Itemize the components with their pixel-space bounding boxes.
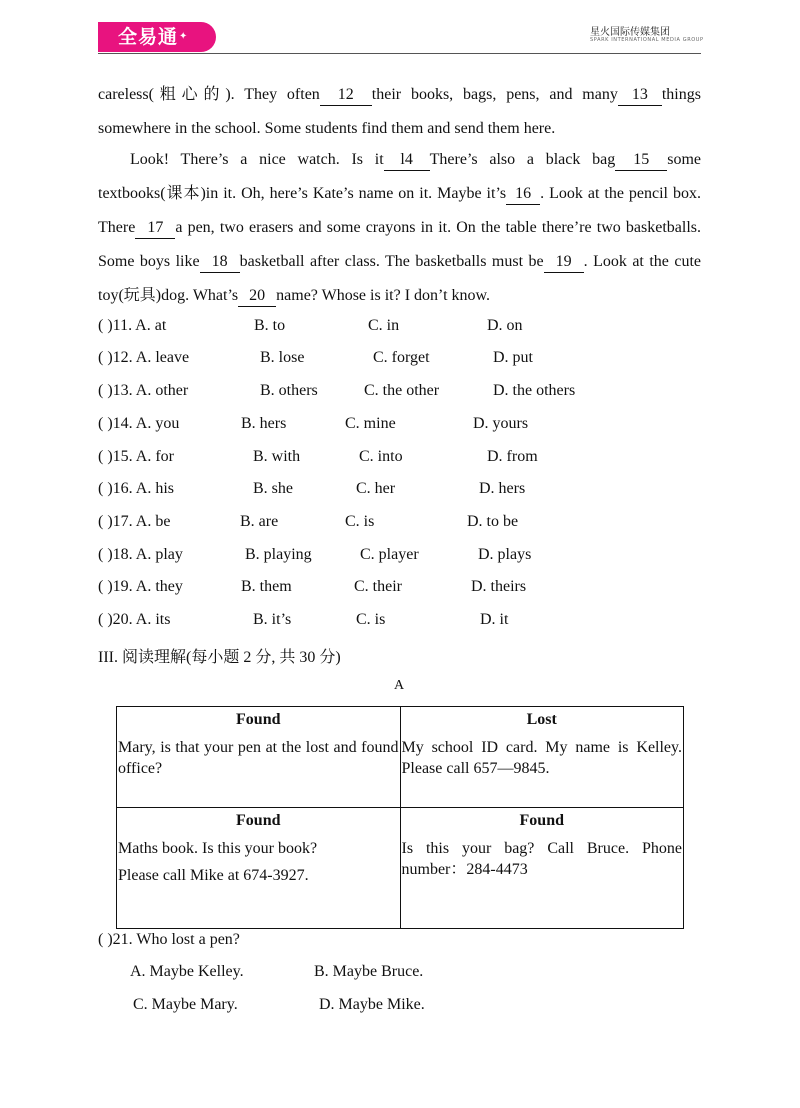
notice-1	[117, 707, 401, 808]
sparkle-icon: ✦	[179, 31, 189, 42]
option-d: D. put	[493, 349, 533, 366]
passage-text: a pen, two erasers and some crayons in it. On the table there’re two basketballs. Some boys like	[98, 219, 701, 270]
passage-paragraph-2	[98, 143, 701, 313]
question-stem: ( )14. A. you	[98, 415, 180, 432]
logo-text: 全易通	[118, 26, 179, 48]
option-a: A. Maybe Kelley.	[130, 963, 244, 980]
passage-text: careless(粗心的). They often	[98, 86, 320, 103]
blank-16: 16	[506, 184, 540, 205]
option-c: C. is	[356, 611, 386, 628]
option-d: D. plays	[478, 546, 532, 563]
option-b: B. are	[240, 513, 279, 530]
notice-heading: Found	[236, 812, 281, 829]
section-subtitle: A	[394, 678, 405, 693]
option-d: D. the others	[493, 382, 576, 399]
blank-17: 17	[135, 218, 175, 239]
passage-text: There’s also a black bag	[429, 151, 616, 168]
publisher-name: 星火国际传媒集团	[590, 27, 670, 38]
passage-text: Look! There’s a nice watch. Is it	[130, 151, 384, 168]
question-stem: ( )15. A. for	[98, 448, 174, 465]
brand-logo	[98, 22, 216, 52]
option-b: B. hers	[241, 415, 287, 432]
option-d: D. to be	[467, 513, 519, 530]
blank-18: 18	[200, 252, 240, 273]
option-b: B. it’s	[253, 611, 292, 628]
notice-body: Is this your bag? Call Bruce. Phone number：284-4473	[401, 840, 682, 878]
notice-body: My school ID card. My name is Kelley. Please call 657—9845.	[401, 739, 682, 777]
option-c: C. her	[356, 480, 396, 497]
question-stem: ( )17. A. be	[98, 513, 171, 530]
blank-20: 20	[238, 286, 276, 307]
question-stem: ( )20. A. its	[98, 611, 171, 628]
option-c: C. forget	[373, 349, 430, 366]
option-c: C. their	[354, 578, 402, 595]
option-d: D. theirs	[471, 578, 527, 595]
notices-table	[116, 706, 684, 929]
option-d: D. hers	[479, 480, 526, 497]
publisher-name-en: SPARK INTERNATIONAL MEDIA GROUP	[590, 37, 704, 43]
blank-15: 15	[615, 150, 667, 171]
passage-text: basketball after class. The basketballs must be	[239, 253, 544, 270]
option-b: B. to	[254, 317, 286, 334]
option-b: B. them	[241, 578, 292, 595]
notice-2	[400, 707, 684, 808]
section-title: III. 阅读理解(每小题 2 分, 共 30 分)	[98, 649, 341, 666]
blank-12: 12	[320, 85, 372, 106]
notice-line: Maths book. Is this your book?	[118, 840, 318, 857]
option-c: C. in	[368, 317, 400, 334]
notice-4	[400, 808, 684, 929]
notice-body	[117, 838, 400, 886]
passage-text: . Look at the pencil box. There	[98, 185, 701, 236]
notice-3	[117, 808, 401, 929]
passage-text: some textbooks(课本)in it. Oh, here’s Kate’s name on it. Maybe it’s	[98, 151, 701, 202]
option-b: B. lose	[260, 349, 305, 366]
option-d: D. yours	[473, 415, 529, 432]
option-d: D. it	[480, 611, 509, 628]
question-stem: ( )13. A. other	[98, 382, 189, 399]
passage-text: their books, bags, pens, and many	[371, 86, 618, 103]
notice-heading: Found	[236, 711, 281, 728]
option-c: C. into	[359, 448, 403, 465]
header-divider	[98, 53, 701, 54]
option-c: C. player	[360, 546, 419, 563]
blank-19: 19	[544, 252, 584, 273]
passage-text: . Look at the cute toy(玩具)dog. What’s	[98, 253, 702, 304]
page-header	[0, 0, 800, 60]
option-c: C. Maybe Mary.	[133, 996, 238, 1013]
option-b: B. playing	[245, 546, 312, 563]
notice-line: Please call Mike at 674-3927.	[118, 867, 309, 884]
question-stem: ( )19. A. they	[98, 578, 183, 595]
notice-body: Mary, is that your pen at the lost and found office?	[118, 739, 399, 777]
notice-heading: Lost	[526, 711, 557, 728]
question-21-stem: ( )21. Who lost a pen?	[98, 931, 240, 948]
option-d: D. Maybe Mike.	[319, 996, 425, 1013]
option-c: C. mine	[345, 415, 396, 432]
blank-13: 13	[618, 85, 662, 106]
question-stem: ( )12. A. leave	[98, 349, 190, 366]
question-stem: ( )18. A. play	[98, 546, 183, 563]
notice-heading: Found	[519, 812, 564, 829]
option-d: D. from	[487, 448, 538, 465]
passage-paragraph-1	[98, 78, 701, 146]
option-c: C. the other	[364, 382, 440, 399]
question-stem: ( )11. A. at	[98, 317, 167, 334]
passage-text: things somewhere in the school. Some students find them and send them here.	[98, 86, 701, 137]
option-c: C. is	[345, 513, 375, 530]
blank-14: l4	[384, 150, 430, 171]
option-d: D. on	[487, 317, 523, 334]
passage-text: name? Whose is it? I don’t know.	[276, 287, 491, 304]
option-b: B. Maybe Bruce.	[314, 963, 424, 980]
option-b: B. she	[253, 480, 293, 497]
question-stem: ( )16. A. his	[98, 480, 174, 497]
option-b: B. others	[260, 382, 318, 399]
option-b: B. with	[253, 448, 301, 465]
